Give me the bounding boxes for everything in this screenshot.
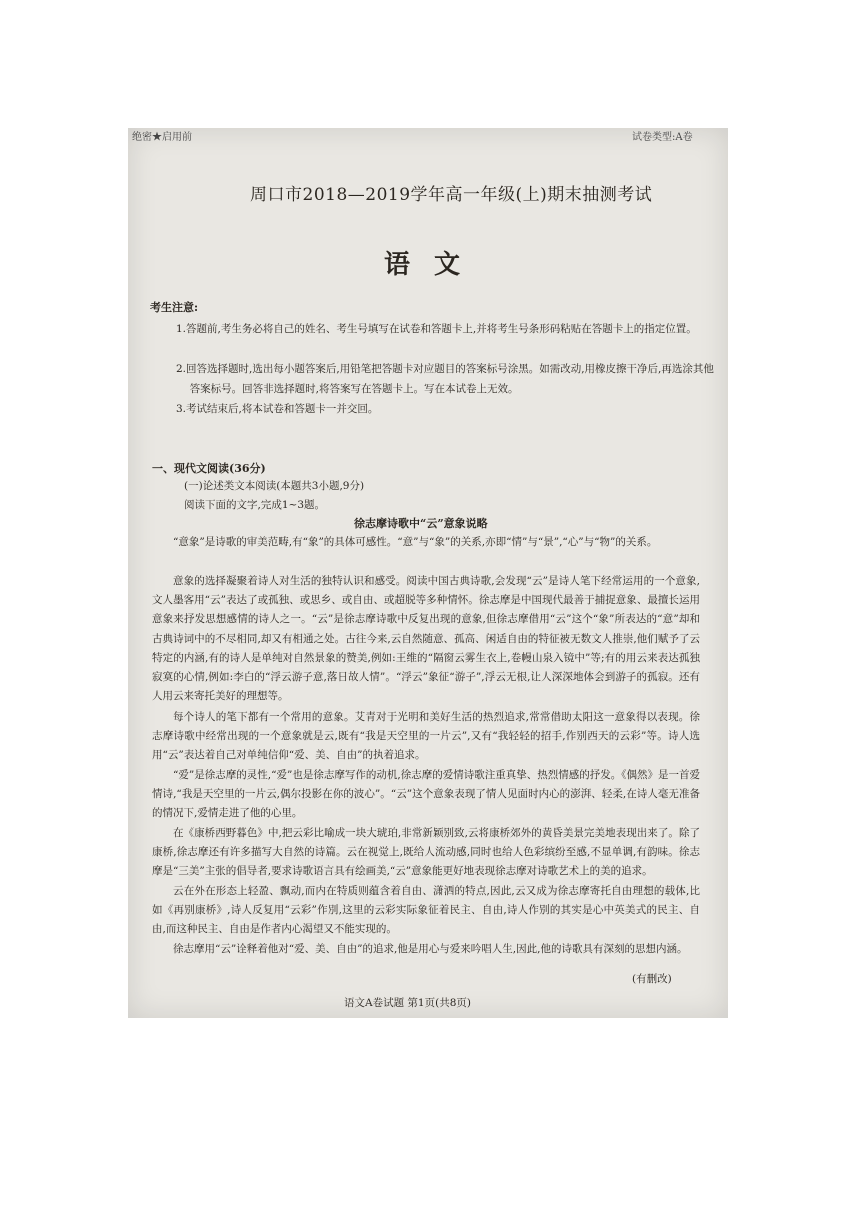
- subsection-heading: (一)论述类文本阅读(本题共3小题,9分): [184, 480, 365, 492]
- essay-title: 徐志摩诗歌中“云”意象说略: [354, 517, 488, 530]
- notice-item: 1.答题前,考生务必将自己的姓名、考生号填写在试卷和答题卡上,并将考生号条形码粘贴在答题卡上的指定位置。: [176, 323, 697, 335]
- essay-paragraph: 徐志摩用“云”诠释着他对“爱、美、自由”的追求,他是用心与爱来吟唱人生,因此,他的诗歌具有深刻的思想内涵。: [173, 943, 688, 955]
- essay-paragraph: 每个诗人的笔下都有一个常用的意象。艾青对于光明和美好生活的热烈追求,常常借助太阳这一意象得以表现。徐志摩诗歌中经常出现的一个意象就是云,既有“我是天空里的一片云”,又有“我轻轻的招手,作别西天的云彩”等。诗人选用“云”表达着自己对单纯信仰“爱、美、自由”的执着追求。: [152, 711, 700, 762]
- page-footer: 语文A卷试题 第1页(共8页): [344, 997, 471, 1009]
- exam-title: 周口市2018—2019学年高一年级(上)期末抽测考试: [250, 185, 653, 205]
- essay-paragraph: 在《康桥西野暮色》中,把云彩比喻成一块大琥珀,非常新颖别致,云将康桥郊外的黄昏美景完美地表现出来了。除了康桥,徐志摩还有许多描写大自然的诗篇。云在视觉上,既给人流动感,同时也给人色彩缤纷至感,不显单调,有韵味。徐志摩是“三美”主张的倡导者,要求诗歌语言具有绘画美,“云”意象能更好地表现徐志摩对诗歌艺术上的美的追求。: [152, 827, 700, 878]
- essay-paragraph: “爱”是徐志摩的灵性,“爱”也是徐志摩写作的动机,徐志摩的爱情诗歌注重真挚、热烈情感的抒发。《偶然》是一首爱情诗,“我是天空里的一片云,偶尔投影在你的波心”。“云”这个意象表现了情人见面时内心的澎湃、轻柔,在诗人毫无准备的情况下,爱情走进了他的心里。: [152, 769, 700, 820]
- notice-heading: 考生注意:: [150, 301, 199, 314]
- section-heading: 一、现代文阅读(36分): [152, 462, 266, 475]
- reading-instruction: 阅读下面的文字,完成1~3题。: [184, 499, 325, 511]
- confidential-label: 绝密★启用前: [132, 132, 192, 143]
- essay-paragraph: 云在外在形态上轻盈、飘动,而内在特质则蕴含着自由、潇洒的特点,因此,云又成为徐志摩寄托自由理想的载体,比如《再别康桥》,诗人反复用“云彩”作別,这里的云彩实际象征着民主、自由,诗人作别的其实是心中英美式的民主、自由,而这种民主、自由是作者内心渴望又不能实现的。: [152, 885, 700, 936]
- essay-paragraph: 意象的选择凝聚着诗人对生活的独特认识和感受。阅读中国古典诗歌,会发现“云”是诗人笔下经常运用的一个意象,文人墨客用“云”表达了或孤独、或思乡、或自由、或超脱等多种情怀。徐志摩是中国现代最善于捕捉意象、最擅长运用意象来抒发思想感情的诗人之一。“云”是徐志摩诗歌中反复出现的意象,但徐志摩借用“云”这个“象”所表达的“意”却和古典诗词中的不尽相同,却又有相通之处。古往今来,云自然随意、孤高、闲适自由的特征被无数文人推崇,他们赋予了云特定的内涵,有的诗人是单纯对自然景象的赞美,例如:王维的“隔窗云雾生衣上,卷幔山泉入镜中”等;有的用云来表达孤独寂寞的心情,例如:李白的“浮云游子意,落日故人情”。“浮云”象征“游子”,浮云无根,让人深深地体会到游子的孤寂。还有人用云来寄托美好的理想等。: [152, 575, 700, 703]
- paper-type-label: 试卷类型:A卷: [632, 132, 693, 143]
- subject-title: 语文: [384, 250, 485, 280]
- notice-item: 2.回答选择题时,选出每小题答案后,用铅笔把答题卡对应题目的答案标号涂黑。如需改动,用橡皮擦干净后,再选涂其他答案标号。回答非选择题时,将答案写在答题卡上。写在本试卷上无效。: [176, 363, 714, 395]
- notice-item: 3.考试结束后,将本试卷和答题卡一并交回。: [176, 403, 379, 415]
- essay-paragraph: “意象”是诗歌的审美范畴,有“象”的具体可感性。“意”与“象”的关系,亦即“情”与“景”,“心”与“物”的关系。: [173, 536, 658, 548]
- edit-remark: (有删改): [632, 973, 672, 985]
